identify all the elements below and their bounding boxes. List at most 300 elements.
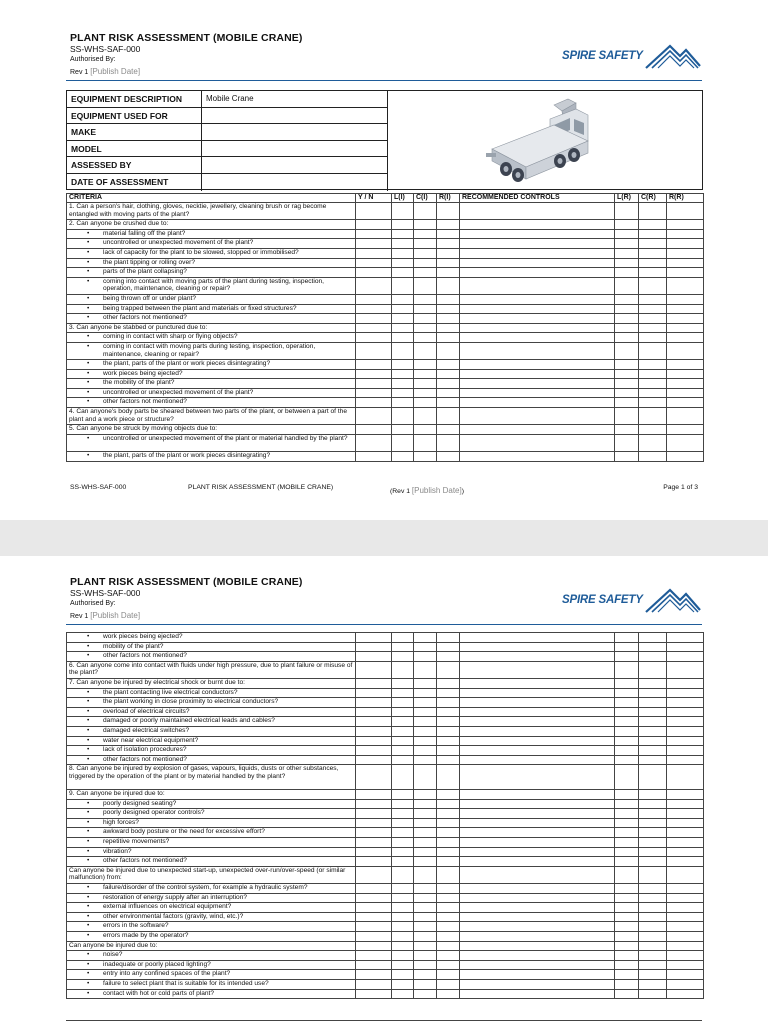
- likelihood-residual-cell[interactable]: [615, 408, 639, 425]
- likelihood-residual-cell[interactable]: [615, 294, 639, 304]
- consequence-initial-cell[interactable]: [414, 333, 437, 343]
- consequence-initial-cell[interactable]: [414, 698, 437, 708]
- likelihood-initial-cell[interactable]: [392, 989, 414, 999]
- yes-no-cell[interactable]: [356, 799, 392, 809]
- risk-initial-cell[interactable]: [437, 922, 460, 932]
- risk-residual-cell[interactable]: [667, 379, 704, 389]
- consequence-residual-cell[interactable]: [639, 408, 667, 425]
- recommended-controls-cell[interactable]: [460, 304, 615, 314]
- consequence-initial-cell[interactable]: [414, 239, 437, 249]
- likelihood-residual-cell[interactable]: [615, 239, 639, 249]
- likelihood-initial-cell[interactable]: [392, 369, 414, 379]
- consequence-initial-cell[interactable]: [414, 884, 437, 894]
- consequence-residual-cell[interactable]: [639, 941, 667, 951]
- consequence-initial-cell[interactable]: [414, 425, 437, 435]
- consequence-residual-cell[interactable]: [639, 951, 667, 961]
- risk-initial-cell[interactable]: [437, 688, 460, 698]
- risk-residual-cell[interactable]: [667, 989, 704, 999]
- likelihood-residual-cell[interactable]: [615, 434, 639, 451]
- risk-residual-cell[interactable]: [667, 268, 704, 278]
- likelihood-initial-cell[interactable]: [392, 304, 414, 314]
- likelihood-residual-cell[interactable]: [615, 360, 639, 370]
- risk-residual-cell[interactable]: [667, 633, 704, 643]
- yes-no-cell[interactable]: [356, 755, 392, 765]
- recommended-controls-cell[interactable]: [460, 398, 615, 408]
- consequence-initial-cell[interactable]: [414, 717, 437, 727]
- likelihood-initial-cell[interactable]: [392, 452, 414, 462]
- recommended-controls-cell[interactable]: [460, 818, 615, 828]
- likelihood-residual-cell[interactable]: [615, 932, 639, 942]
- risk-residual-cell[interactable]: [667, 304, 704, 314]
- consequence-residual-cell[interactable]: [639, 239, 667, 249]
- consequence-initial-cell[interactable]: [414, 379, 437, 389]
- recommended-controls-cell[interactable]: [460, 951, 615, 961]
- yes-no-cell[interactable]: [356, 220, 392, 230]
- consequence-initial-cell[interactable]: [414, 398, 437, 408]
- yes-no-cell[interactable]: [356, 912, 392, 922]
- likelihood-initial-cell[interactable]: [392, 342, 414, 359]
- consequence-initial-cell[interactable]: [414, 828, 437, 838]
- likelihood-residual-cell[interactable]: [615, 229, 639, 239]
- likelihood-initial-cell[interactable]: [392, 408, 414, 425]
- likelihood-initial-cell[interactable]: [392, 333, 414, 343]
- likelihood-residual-cell[interactable]: [615, 268, 639, 278]
- risk-initial-cell[interactable]: [437, 960, 460, 970]
- info-value-field[interactable]: Mobile Crane: [202, 91, 388, 107]
- consequence-initial-cell[interactable]: [414, 314, 437, 324]
- likelihood-residual-cell[interactable]: [615, 277, 639, 294]
- recommended-controls-cell[interactable]: [460, 847, 615, 857]
- consequence-residual-cell[interactable]: [639, 707, 667, 717]
- consequence-initial-cell[interactable]: [414, 688, 437, 698]
- risk-residual-cell[interactable]: [667, 726, 704, 736]
- yes-no-cell[interactable]: [356, 903, 392, 913]
- consequence-residual-cell[interactable]: [639, 847, 667, 857]
- recommended-controls-cell[interactable]: [460, 828, 615, 838]
- yes-no-cell[interactable]: [356, 229, 392, 239]
- likelihood-initial-cell[interactable]: [392, 268, 414, 278]
- likelihood-initial-cell[interactable]: [392, 388, 414, 398]
- consequence-residual-cell[interactable]: [639, 884, 667, 894]
- risk-residual-cell[interactable]: [667, 951, 704, 961]
- likelihood-residual-cell[interactable]: [615, 398, 639, 408]
- recommended-controls-cell[interactable]: [460, 652, 615, 662]
- consequence-initial-cell[interactable]: [414, 323, 437, 333]
- consequence-initial-cell[interactable]: [414, 960, 437, 970]
- consequence-initial-cell[interactable]: [414, 229, 437, 239]
- likelihood-residual-cell[interactable]: [615, 452, 639, 462]
- recommended-controls-cell[interactable]: [460, 717, 615, 727]
- likelihood-residual-cell[interactable]: [615, 912, 639, 922]
- risk-initial-cell[interactable]: [437, 425, 460, 435]
- recommended-controls-cell[interactable]: [460, 970, 615, 980]
- likelihood-initial-cell[interactable]: [392, 866, 414, 883]
- yes-no-cell[interactable]: [356, 678, 392, 688]
- risk-initial-cell[interactable]: [437, 203, 460, 220]
- recommended-controls-cell[interactable]: [460, 633, 615, 643]
- risk-residual-cell[interactable]: [667, 452, 704, 462]
- risk-residual-cell[interactable]: [667, 922, 704, 932]
- recommended-controls-cell[interactable]: [460, 932, 615, 942]
- recommended-controls-cell[interactable]: [460, 857, 615, 867]
- likelihood-initial-cell[interactable]: [392, 678, 414, 688]
- consequence-initial-cell[interactable]: [414, 258, 437, 268]
- consequence-initial-cell[interactable]: [414, 790, 437, 800]
- recommended-controls-cell[interactable]: [460, 838, 615, 848]
- consequence-residual-cell[interactable]: [639, 960, 667, 970]
- recommended-controls-cell[interactable]: [460, 799, 615, 809]
- risk-residual-cell[interactable]: [667, 847, 704, 857]
- consequence-initial-cell[interactable]: [414, 408, 437, 425]
- consequence-residual-cell[interactable]: [639, 379, 667, 389]
- consequence-residual-cell[interactable]: [639, 979, 667, 989]
- yes-no-cell[interactable]: [356, 857, 392, 867]
- consequence-initial-cell[interactable]: [414, 866, 437, 883]
- likelihood-residual-cell[interactable]: [615, 333, 639, 343]
- risk-initial-cell[interactable]: [437, 379, 460, 389]
- recommended-controls-cell[interactable]: [460, 369, 615, 379]
- risk-residual-cell[interactable]: [667, 258, 704, 268]
- risk-residual-cell[interactable]: [667, 736, 704, 746]
- consequence-residual-cell[interactable]: [639, 799, 667, 809]
- risk-residual-cell[interactable]: [667, 912, 704, 922]
- likelihood-residual-cell[interactable]: [615, 979, 639, 989]
- consequence-residual-cell[interactable]: [639, 989, 667, 999]
- consequence-initial-cell[interactable]: [414, 941, 437, 951]
- likelihood-initial-cell[interactable]: [392, 688, 414, 698]
- consequence-residual-cell[interactable]: [639, 661, 667, 678]
- recommended-controls-cell[interactable]: [460, 342, 615, 359]
- yes-no-cell[interactable]: [356, 847, 392, 857]
- likelihood-residual-cell[interactable]: [615, 633, 639, 643]
- risk-initial-cell[interactable]: [437, 294, 460, 304]
- risk-residual-cell[interactable]: [667, 360, 704, 370]
- risk-residual-cell[interactable]: [667, 408, 704, 425]
- risk-residual-cell[interactable]: [667, 652, 704, 662]
- risk-residual-cell[interactable]: [667, 698, 704, 708]
- consequence-residual-cell[interactable]: [639, 229, 667, 239]
- risk-initial-cell[interactable]: [437, 790, 460, 800]
- consequence-initial-cell[interactable]: [414, 903, 437, 913]
- risk-initial-cell[interactable]: [437, 809, 460, 819]
- consequence-residual-cell[interactable]: [639, 912, 667, 922]
- risk-initial-cell[interactable]: [437, 847, 460, 857]
- likelihood-residual-cell[interactable]: [615, 220, 639, 230]
- likelihood-initial-cell[interactable]: [392, 884, 414, 894]
- recommended-controls-cell[interactable]: [460, 736, 615, 746]
- likelihood-residual-cell[interactable]: [615, 884, 639, 894]
- consequence-initial-cell[interactable]: [414, 765, 437, 790]
- recommended-controls-cell[interactable]: [460, 220, 615, 230]
- risk-initial-cell[interactable]: [437, 838, 460, 848]
- likelihood-initial-cell[interactable]: [392, 755, 414, 765]
- likelihood-residual-cell[interactable]: [615, 960, 639, 970]
- yes-no-cell[interactable]: [356, 941, 392, 951]
- yes-no-cell[interactable]: [356, 989, 392, 999]
- recommended-controls-cell[interactable]: [460, 893, 615, 903]
- consequence-residual-cell[interactable]: [639, 258, 667, 268]
- likelihood-residual-cell[interactable]: [615, 818, 639, 828]
- yes-no-cell[interactable]: [356, 258, 392, 268]
- consequence-initial-cell[interactable]: [414, 642, 437, 652]
- risk-residual-cell[interactable]: [667, 818, 704, 828]
- info-value-field[interactable]: [202, 141, 388, 157]
- likelihood-residual-cell[interactable]: [615, 809, 639, 819]
- likelihood-residual-cell[interactable]: [615, 736, 639, 746]
- consequence-initial-cell[interactable]: [414, 678, 437, 688]
- consequence-initial-cell[interactable]: [414, 707, 437, 717]
- risk-residual-cell[interactable]: [667, 828, 704, 838]
- consequence-initial-cell[interactable]: [414, 746, 437, 756]
- risk-residual-cell[interactable]: [667, 388, 704, 398]
- yes-no-cell[interactable]: [356, 970, 392, 980]
- recommended-controls-cell[interactable]: [460, 360, 615, 370]
- likelihood-initial-cell[interactable]: [392, 799, 414, 809]
- consequence-residual-cell[interactable]: [639, 866, 667, 883]
- yes-no-cell[interactable]: [356, 951, 392, 961]
- risk-initial-cell[interactable]: [437, 746, 460, 756]
- likelihood-residual-cell[interactable]: [615, 755, 639, 765]
- yes-no-cell[interactable]: [356, 408, 392, 425]
- risk-residual-cell[interactable]: [667, 932, 704, 942]
- consequence-residual-cell[interactable]: [639, 248, 667, 258]
- consequence-initial-cell[interactable]: [414, 342, 437, 359]
- risk-residual-cell[interactable]: [667, 717, 704, 727]
- consequence-residual-cell[interactable]: [639, 818, 667, 828]
- consequence-residual-cell[interactable]: [639, 717, 667, 727]
- recommended-controls-cell[interactable]: [460, 388, 615, 398]
- risk-initial-cell[interactable]: [437, 678, 460, 688]
- likelihood-initial-cell[interactable]: [392, 960, 414, 970]
- likelihood-residual-cell[interactable]: [615, 642, 639, 652]
- consequence-initial-cell[interactable]: [414, 970, 437, 980]
- consequence-residual-cell[interactable]: [639, 838, 667, 848]
- consequence-residual-cell[interactable]: [639, 342, 667, 359]
- likelihood-initial-cell[interactable]: [392, 698, 414, 708]
- yes-no-cell[interactable]: [356, 398, 392, 408]
- recommended-controls-cell[interactable]: [460, 203, 615, 220]
- likelihood-initial-cell[interactable]: [392, 717, 414, 727]
- likelihood-initial-cell[interactable]: [392, 903, 414, 913]
- risk-initial-cell[interactable]: [437, 799, 460, 809]
- yes-no-cell[interactable]: [356, 268, 392, 278]
- recommended-controls-cell[interactable]: [460, 661, 615, 678]
- consequence-residual-cell[interactable]: [639, 220, 667, 230]
- likelihood-residual-cell[interactable]: [615, 828, 639, 838]
- risk-initial-cell[interactable]: [437, 304, 460, 314]
- yes-no-cell[interactable]: [356, 809, 392, 819]
- risk-residual-cell[interactable]: [667, 661, 704, 678]
- recommended-controls-cell[interactable]: [460, 277, 615, 294]
- likelihood-initial-cell[interactable]: [392, 277, 414, 294]
- likelihood-residual-cell[interactable]: [615, 726, 639, 736]
- risk-initial-cell[interactable]: [437, 903, 460, 913]
- likelihood-initial-cell[interactable]: [392, 893, 414, 903]
- consequence-residual-cell[interactable]: [639, 652, 667, 662]
- consequence-initial-cell[interactable]: [414, 838, 437, 848]
- consequence-initial-cell[interactable]: [414, 268, 437, 278]
- recommended-controls-cell[interactable]: [460, 379, 615, 389]
- yes-no-cell[interactable]: [356, 203, 392, 220]
- likelihood-initial-cell[interactable]: [392, 951, 414, 961]
- yes-no-cell[interactable]: [356, 434, 392, 451]
- recommended-controls-cell[interactable]: [460, 707, 615, 717]
- consequence-initial-cell[interactable]: [414, 893, 437, 903]
- consequence-initial-cell[interactable]: [414, 652, 437, 662]
- likelihood-initial-cell[interactable]: [392, 912, 414, 922]
- recommended-controls-cell[interactable]: [460, 922, 615, 932]
- risk-initial-cell[interactable]: [437, 360, 460, 370]
- recommended-controls-cell[interactable]: [460, 642, 615, 652]
- likelihood-initial-cell[interactable]: [392, 765, 414, 790]
- risk-initial-cell[interactable]: [437, 736, 460, 746]
- consequence-residual-cell[interactable]: [639, 388, 667, 398]
- risk-initial-cell[interactable]: [437, 333, 460, 343]
- consequence-initial-cell[interactable]: [414, 277, 437, 294]
- recommended-controls-cell[interactable]: [460, 903, 615, 913]
- risk-initial-cell[interactable]: [437, 652, 460, 662]
- recommended-controls-cell[interactable]: [460, 678, 615, 688]
- likelihood-residual-cell[interactable]: [615, 746, 639, 756]
- likelihood-initial-cell[interactable]: [392, 818, 414, 828]
- likelihood-residual-cell[interactable]: [615, 314, 639, 324]
- likelihood-residual-cell[interactable]: [615, 941, 639, 951]
- risk-residual-cell[interactable]: [667, 248, 704, 258]
- yes-no-cell[interactable]: [356, 323, 392, 333]
- consequence-residual-cell[interactable]: [639, 642, 667, 652]
- recommended-controls-cell[interactable]: [460, 294, 615, 304]
- likelihood-initial-cell[interactable]: [392, 746, 414, 756]
- consequence-residual-cell[interactable]: [639, 452, 667, 462]
- risk-initial-cell[interactable]: [437, 398, 460, 408]
- info-value-field[interactable]: [202, 174, 388, 191]
- yes-no-cell[interactable]: [356, 932, 392, 942]
- yes-no-cell[interactable]: [356, 979, 392, 989]
- yes-no-cell[interactable]: [356, 726, 392, 736]
- risk-residual-cell[interactable]: [667, 970, 704, 980]
- yes-no-cell[interactable]: [356, 688, 392, 698]
- risk-initial-cell[interactable]: [437, 828, 460, 838]
- recommended-controls-cell[interactable]: [460, 229, 615, 239]
- likelihood-residual-cell[interactable]: [615, 707, 639, 717]
- likelihood-residual-cell[interactable]: [615, 717, 639, 727]
- risk-initial-cell[interactable]: [437, 979, 460, 989]
- consequence-initial-cell[interactable]: [414, 248, 437, 258]
- risk-initial-cell[interactable]: [437, 633, 460, 643]
- risk-initial-cell[interactable]: [437, 408, 460, 425]
- risk-residual-cell[interactable]: [667, 425, 704, 435]
- recommended-controls-cell[interactable]: [460, 688, 615, 698]
- consequence-residual-cell[interactable]: [639, 688, 667, 698]
- risk-residual-cell[interactable]: [667, 333, 704, 343]
- recommended-controls-cell[interactable]: [460, 866, 615, 883]
- consequence-residual-cell[interactable]: [639, 294, 667, 304]
- likelihood-initial-cell[interactable]: [392, 809, 414, 819]
- likelihood-residual-cell[interactable]: [615, 847, 639, 857]
- risk-residual-cell[interactable]: [667, 755, 704, 765]
- risk-initial-cell[interactable]: [437, 258, 460, 268]
- yes-no-cell[interactable]: [356, 388, 392, 398]
- risk-initial-cell[interactable]: [437, 755, 460, 765]
- risk-initial-cell[interactable]: [437, 220, 460, 230]
- recommended-controls-cell[interactable]: [460, 912, 615, 922]
- likelihood-initial-cell[interactable]: [392, 838, 414, 848]
- likelihood-initial-cell[interactable]: [392, 258, 414, 268]
- recommended-controls-cell[interactable]: [460, 425, 615, 435]
- likelihood-residual-cell[interactable]: [615, 203, 639, 220]
- consequence-initial-cell[interactable]: [414, 369, 437, 379]
- likelihood-residual-cell[interactable]: [615, 970, 639, 980]
- risk-initial-cell[interactable]: [437, 884, 460, 894]
- yes-no-cell[interactable]: [356, 633, 392, 643]
- likelihood-initial-cell[interactable]: [392, 932, 414, 942]
- recommended-controls-cell[interactable]: [460, 755, 615, 765]
- consequence-initial-cell[interactable]: [414, 726, 437, 736]
- yes-no-cell[interactable]: [356, 746, 392, 756]
- consequence-initial-cell[interactable]: [414, 818, 437, 828]
- risk-residual-cell[interactable]: [667, 220, 704, 230]
- likelihood-residual-cell[interactable]: [615, 989, 639, 999]
- risk-residual-cell[interactable]: [667, 314, 704, 324]
- risk-residual-cell[interactable]: [667, 434, 704, 451]
- consequence-residual-cell[interactable]: [639, 765, 667, 790]
- likelihood-residual-cell[interactable]: [615, 866, 639, 883]
- yes-no-cell[interactable]: [356, 661, 392, 678]
- consequence-initial-cell[interactable]: [414, 360, 437, 370]
- likelihood-residual-cell[interactable]: [615, 304, 639, 314]
- likelihood-initial-cell[interactable]: [392, 828, 414, 838]
- consequence-residual-cell[interactable]: [639, 736, 667, 746]
- likelihood-initial-cell[interactable]: [392, 220, 414, 230]
- likelihood-residual-cell[interactable]: [615, 799, 639, 809]
- recommended-controls-cell[interactable]: [460, 408, 615, 425]
- consequence-residual-cell[interactable]: [639, 903, 667, 913]
- yes-no-cell[interactable]: [356, 717, 392, 727]
- consequence-residual-cell[interactable]: [639, 893, 667, 903]
- yes-no-cell[interactable]: [356, 838, 392, 848]
- likelihood-initial-cell[interactable]: [392, 360, 414, 370]
- likelihood-residual-cell[interactable]: [615, 379, 639, 389]
- recommended-controls-cell[interactable]: [460, 960, 615, 970]
- likelihood-initial-cell[interactable]: [392, 248, 414, 258]
- likelihood-residual-cell[interactable]: [615, 698, 639, 708]
- likelihood-initial-cell[interactable]: [392, 941, 414, 951]
- recommended-controls-cell[interactable]: [460, 989, 615, 999]
- consequence-residual-cell[interactable]: [639, 755, 667, 765]
- risk-initial-cell[interactable]: [437, 268, 460, 278]
- consequence-residual-cell[interactable]: [639, 434, 667, 451]
- risk-initial-cell[interactable]: [437, 239, 460, 249]
- consequence-initial-cell[interactable]: [414, 633, 437, 643]
- consequence-initial-cell[interactable]: [414, 434, 437, 451]
- recommended-controls-cell[interactable]: [460, 809, 615, 819]
- likelihood-residual-cell[interactable]: [615, 342, 639, 359]
- risk-initial-cell[interactable]: [437, 726, 460, 736]
- risk-initial-cell[interactable]: [437, 229, 460, 239]
- recommended-controls-cell[interactable]: [460, 790, 615, 800]
- risk-residual-cell[interactable]: [667, 342, 704, 359]
- consequence-residual-cell[interactable]: [639, 746, 667, 756]
- consequence-residual-cell[interactable]: [639, 369, 667, 379]
- risk-initial-cell[interactable]: [437, 661, 460, 678]
- likelihood-initial-cell[interactable]: [392, 857, 414, 867]
- risk-initial-cell[interactable]: [437, 452, 460, 462]
- yes-no-cell[interactable]: [356, 765, 392, 790]
- yes-no-cell[interactable]: [356, 425, 392, 435]
- likelihood-residual-cell[interactable]: [615, 652, 639, 662]
- consequence-initial-cell[interactable]: [414, 951, 437, 961]
- risk-initial-cell[interactable]: [437, 277, 460, 294]
